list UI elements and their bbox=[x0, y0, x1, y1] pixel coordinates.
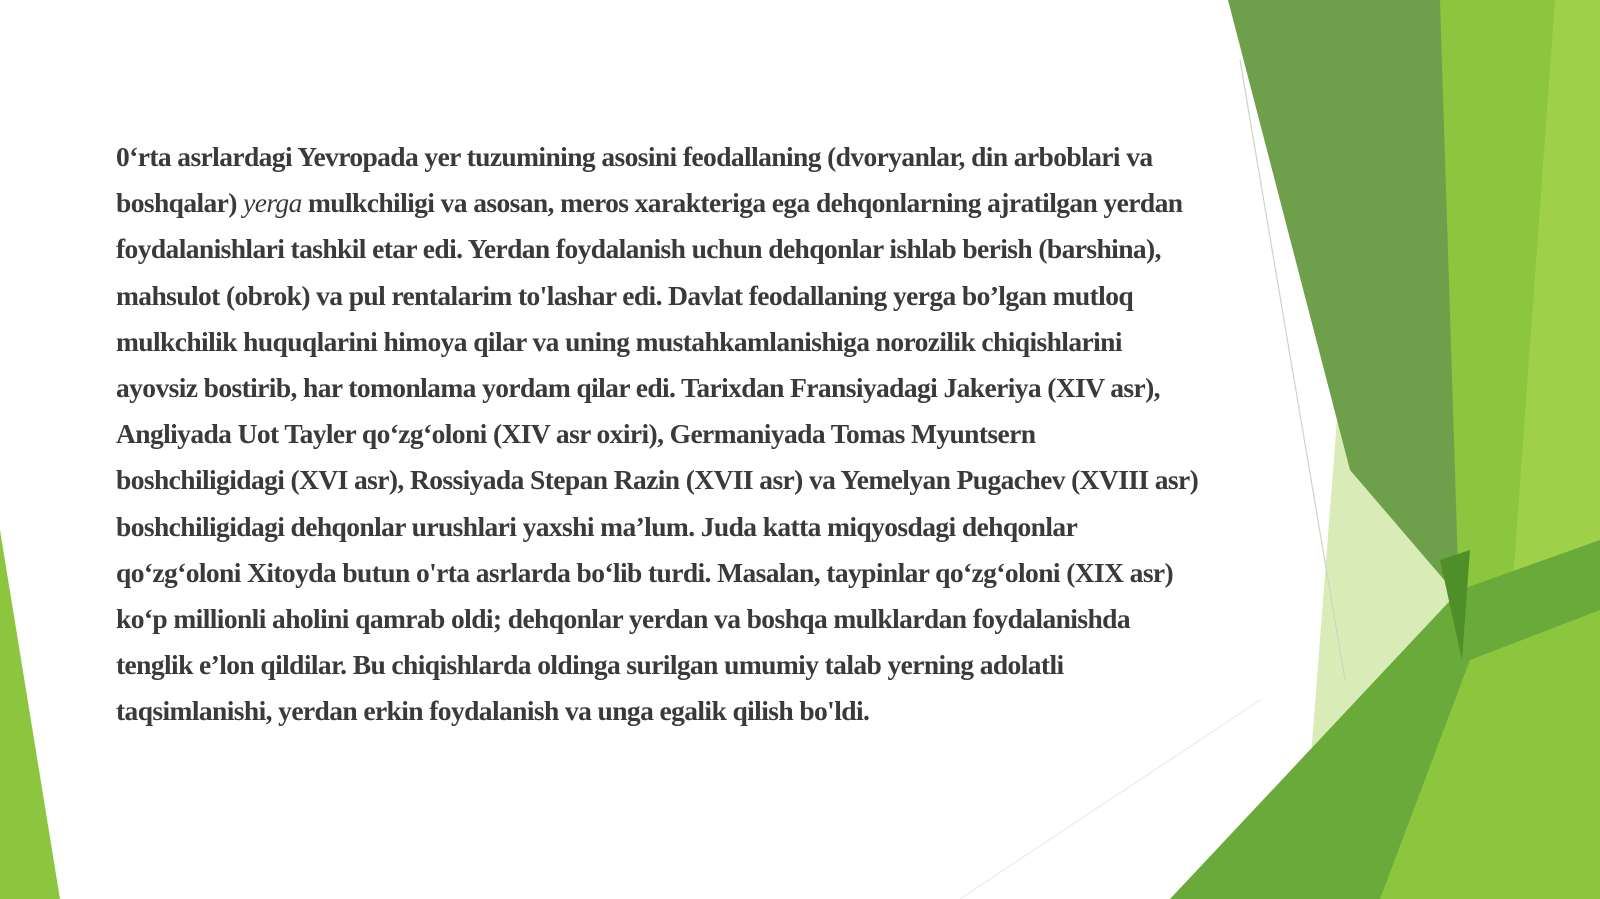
paragraph-line bbox=[116, 180, 1306, 226]
paragraph-line: ko‘p millionli aholini qamrab oldi; dehqonlar yerdan va boshqa mulklardan foydalanishda bbox=[116, 603, 1130, 635]
paragraph-line: boshchiligidagi (XVI asr), Rossiyada Stepan Razin (XVII asr) va Yemelyan Pugachev (XVIII asr) bbox=[116, 464, 1199, 496]
left-green-facet bbox=[0, 530, 60, 899]
paragraph-line: foydalanishlari tashkil etar edi. Yerdan foydalanish uchun dehqonlar ishlab berish (barshina), bbox=[116, 233, 1161, 265]
line-text-before: boshqalar) bbox=[116, 187, 244, 219]
paragraph-line: mulkchilik huquqlarini himoya qilar va uning mustahkamlanishiga norozilik chiqishlarini bbox=[116, 325, 1122, 357]
body-paragraph bbox=[116, 134, 1306, 735]
paragraph-line: boshchiligidagi dehqonlar urushlari yaxshi ma’lum. Juda katta miqyosdagi dehqonlar bbox=[116, 510, 1078, 542]
paragraph-line: ayovsiz bostirib, har tomonlama yordam qilar edi. Tarixdan Fransiyadagi Jakeriya (XIV asr), bbox=[116, 372, 1160, 404]
paragraph-line: Angliyada Uot Tayler qo‘zg‘oloni (XIV asr oxiri), Germaniyada Tomas Myuntsern bbox=[116, 418, 1036, 450]
italic-word: yerga bbox=[243, 187, 302, 219]
paragraph-line: taqsimlanishi, yerdan erkin foydalanish va unga egalik qilish bo'ldi. bbox=[116, 695, 870, 727]
line-text-after: mulkchiligi va asosan, meros xarakteriga ega dehqonlarning ajratilgan yerdan bbox=[301, 187, 1183, 219]
paragraph-line: 0‘rta asrlardagi Yevropada yer tuzumining asosini feodallaning (dvoryanlar, din arboblari va bbox=[116, 141, 1153, 172]
paragraph-line: mahsulot (obrok) va pul rentalarim to'lashar edi. Davlat feodallaning yerga bo’lgan mutloq bbox=[116, 279, 1134, 311]
paragraph-line: tenglik e’lon qildilar. Bu chiqishlarda oldinga surilgan umumiy talab yerning adolatli bbox=[116, 649, 1064, 681]
paragraph-line: qo‘zg‘oloni Xitoyda butun o'rta asrlarda bo‘lib turdi. Masalan, taypinlar qo‘zg‘oloni (XIX asr) bbox=[116, 556, 1174, 588]
